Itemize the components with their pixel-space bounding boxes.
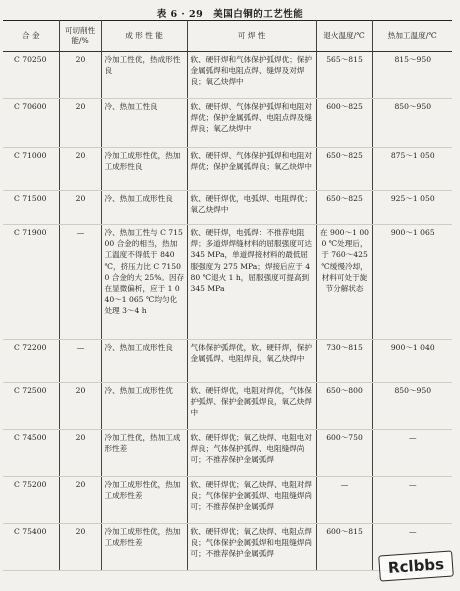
cell-weldability: 软、硬钎焊和气体保护弧焊优；保护金属弧焊和电阻点焊、缝焊及对焊良；氧乙炔焊中	[187, 52, 316, 99]
table-row	[3, 477, 452, 524]
cell-machinability: —	[59, 340, 101, 383]
cell-weldability: 软、硬钎焊，电弧焊：不推荐电阻焊；多道焊焊缝材料的屈服强度可达 345 MPa，单道焊接材料的最低屈服强度为 275 MPa；焊接后应于 480 ℃退火 1 h，屈服强度可提高到 345 MPa	[187, 225, 316, 340]
table-row	[3, 52, 452, 99]
cell-formability: 冷加工性优，热成形性良	[101, 52, 187, 99]
cell-formability: 冷、热加工成形性良	[101, 340, 187, 383]
header-annealing-temp: 退火温度/℃	[316, 21, 372, 52]
cell-weldability: 气体保护弧焊优，软、硬钎焊，保护金属弧焊、电阻焊良，氧乙炔焊中	[187, 340, 316, 383]
cell-hot-working-temp: 900～1 065	[372, 225, 452, 340]
table-title	[0, 6, 460, 20]
watermark-logo: Rclbbs	[378, 550, 454, 581]
cell-annealing-temp: 565～815	[316, 52, 372, 99]
cell-annealing-temp: 650～825	[316, 191, 372, 225]
process-properties-table	[3, 20, 452, 571]
cell-hot-working-temp: 875～1 050	[372, 148, 452, 191]
cell-alloy: C 75200	[3, 477, 59, 524]
cell-hot-working-temp: 815～950	[372, 52, 452, 99]
cell-annealing-temp: 650～825	[316, 148, 372, 191]
cell-formability: 冷加工成形性优，热加工成形性差	[101, 524, 187, 571]
cell-machinability: 20	[59, 524, 101, 571]
cell-annealing-temp: 在 900～1 000 ℃处理后，于 760～425 ℃缓慢冷却，材料可处于旋节分解状态	[316, 225, 372, 340]
header-alloy: 合 金	[3, 21, 59, 52]
table-row	[3, 225, 452, 340]
cell-weldability: 软、硬钎焊优；氧乙炔焊、电阻电对焊良；气体保护弧焊、电阻缝焊尚可；不推荐保护金属弧焊	[187, 430, 316, 477]
header-weldability: 可 焊 性	[187, 21, 316, 52]
cell-annealing-temp: 650～800	[316, 383, 372, 430]
cell-alloy: C 71000	[3, 148, 59, 191]
cell-weldability: 软、硬钎焊优，电弧焊、电阻焊优；氧乙炔焊中	[187, 191, 316, 225]
table-header	[3, 21, 452, 52]
header-machinability: 可切削性能/%	[59, 21, 101, 52]
cell-machinability: 20	[59, 99, 101, 148]
cell-alloy: C 74500	[3, 430, 59, 477]
table-row	[3, 99, 452, 148]
cell-formability: 冷、热加工性良	[101, 99, 187, 148]
cell-machinability: —	[59, 225, 101, 340]
cell-hot-working-temp: 925～1 050	[372, 191, 452, 225]
table-row	[3, 383, 452, 430]
cell-formability: 冷、热加工成形性优	[101, 383, 187, 430]
cell-machinability: 20	[59, 191, 101, 225]
cell-annealing-temp: 600～825	[316, 99, 372, 148]
cell-weldability: 软、硬钎焊优，电阻对焊优，气体保护弧焊、保护金属弧焊良，氧乙炔焊中	[187, 383, 316, 430]
table-body	[3, 52, 452, 571]
cell-formability: 冷加工成形性优，热加工成形性良	[101, 148, 187, 191]
cell-weldability: 软、硬钎焊优；氧乙炔焊、电阻点焊良；气体保护金属弧焊和电阻缝焊尚可；不推荐保护金属弧焊	[187, 524, 316, 571]
cell-alloy: C 71900	[3, 225, 59, 340]
cell-alloy: C 72500	[3, 383, 59, 430]
cell-machinability: 20	[59, 148, 101, 191]
cell-formability: 冷、热加工性与 C 71500 合金的相当，热加工温度不得低于 840 ℃，挤压力比 C 71500 合金的大 25%。因存在显微偏析，应于 1 040～1 065 ℃均匀化处理 3～4 h	[101, 225, 187, 340]
cell-formability: 冷加工成形性优，热加工成形性差	[101, 477, 187, 524]
cell-alloy: C 75400	[3, 524, 59, 571]
header-formability: 成 形 性 能	[101, 21, 187, 52]
cell-weldability: 软、硬钎焊、气体保护弧焊和电阻对焊优；保护金属弧焊、电阻点焊及缝焊良；氧乙炔焊中	[187, 99, 316, 148]
cell-machinability: 20	[59, 430, 101, 477]
cell-annealing-temp: 600～815	[316, 524, 372, 571]
table-row	[3, 148, 452, 191]
table-title-text: 美国白铜的工艺性能	[213, 9, 304, 20]
cell-hot-working-temp: 850～950	[372, 99, 452, 148]
cell-alloy: C 70600	[3, 99, 59, 148]
cell-formability: 冷加工性优，热加工成形性差	[101, 430, 187, 477]
cell-hot-working-temp: —	[372, 477, 452, 524]
table-number: 表 6 · 29	[156, 9, 204, 20]
cell-alloy: C 70250	[3, 52, 59, 99]
cell-hot-working-temp: 850～950	[372, 383, 452, 430]
cell-annealing-temp: —	[316, 477, 372, 524]
table-row	[3, 340, 452, 383]
cell-machinability: 20	[59, 477, 101, 524]
cell-hot-working-temp: —	[372, 524, 452, 571]
cell-hot-working-temp: 900～1 040	[372, 340, 452, 383]
table-row	[3, 430, 452, 477]
cell-annealing-temp: 730～815	[316, 340, 372, 383]
cell-weldability: 软、硬钎焊、气体保护弧焊和电阻对焊优；保护金属弧焊良；氧乙炔焊中	[187, 148, 316, 191]
cell-annealing-temp: 600～750	[316, 430, 372, 477]
cell-weldability: 软、硬钎焊优；氧乙炔焊、电阻对焊良；气体保护金属弧焊、电阻缝焊尚可；不推荐保护金属弧焊	[187, 477, 316, 524]
cell-formability: 冷、热加工成形性良	[101, 191, 187, 225]
cell-machinability: 20	[59, 52, 101, 99]
cell-hot-working-temp: —	[372, 430, 452, 477]
cell-alloy: C 72200	[3, 340, 59, 383]
cell-machinability: 20	[59, 383, 101, 430]
cell-alloy: C 71500	[3, 191, 59, 225]
header-hot-working-temp: 热加工温度/℃	[372, 21, 452, 52]
table-row	[3, 191, 452, 225]
